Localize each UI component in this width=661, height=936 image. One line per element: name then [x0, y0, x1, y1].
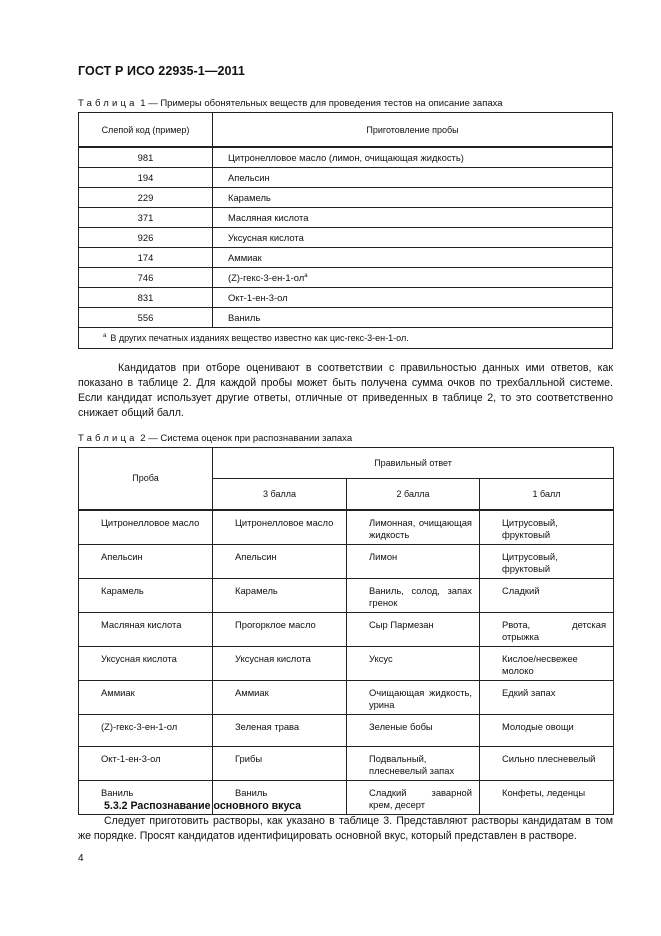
page-number: 4 [78, 853, 84, 864]
footnote-text: В других печатных изданиях вещество известно как цис-гекс-3-ен-1-ол. [110, 333, 409, 343]
sample-prep-text: Ваниль [228, 312, 261, 323]
score-1-cell: Конфеты, леденцы [480, 780, 614, 814]
table2-header-3: 3 балла [213, 479, 347, 510]
score-3-cell: Грибы [213, 746, 347, 780]
score-3-cell: Прогорклое масло [213, 612, 347, 646]
sample-prep-text: Апельсин [228, 172, 270, 183]
sample-prep-cell [213, 308, 613, 328]
table-row [79, 188, 613, 208]
table1 [78, 112, 613, 349]
sample-prep-text: Уксусная кислота [228, 232, 304, 243]
score-3-cell: Аммиак [213, 680, 347, 714]
table2-caption-text: 2 — Система оценок при распознавании запаха [140, 433, 353, 444]
table-row [79, 680, 614, 714]
score-3-cell: Зеленая трава [213, 714, 347, 746]
sample-cell: Аммиак [79, 680, 213, 714]
table1-body [79, 147, 613, 349]
score-2-cell: Зеленые бобы [347, 714, 480, 746]
blind-code-cell: 556 [79, 308, 213, 328]
score-3-cell: Ваниль [213, 780, 347, 814]
score-1-cell: Кислое/несвежее молоко [480, 646, 614, 680]
table-row [79, 308, 613, 328]
paragraph-taste [78, 814, 613, 844]
table-row [79, 612, 614, 646]
table-row [79, 746, 614, 780]
blind-code-cell: 174 [79, 248, 213, 268]
table2-header-sample: Проба [79, 448, 213, 510]
score-1-cell: Цитрусовый, фруктовый [480, 544, 614, 578]
sample-prep-cell [213, 147, 613, 168]
sample-cell: Цитронелловое масло [79, 510, 213, 545]
table2-caption [78, 433, 352, 444]
score-3-cell: Цитронелловое масло [213, 510, 347, 545]
sample-prep-cell [213, 168, 613, 188]
table1-caption-text: 1 — Примеры обонятельных веществ для проведения тестов на описание запаха [140, 98, 503, 109]
score-1-cell: Цитрусовый, фруктовый [480, 510, 614, 545]
sample-cell: Карамель [79, 578, 213, 612]
score-2-cell: Сыр Пармезан [347, 612, 480, 646]
score-2-cell: Лимон [347, 544, 480, 578]
table1-footnote [79, 328, 613, 349]
table-row [79, 714, 614, 746]
paragraph-taste-text: Следует приготовить растворы, как указано в таблице 3. Представляют растворы кандидатам в том же порядке. Просят кандидатов идентифицировать основной вкус, который представлен в растворе. [78, 815, 613, 842]
table-row [79, 228, 613, 248]
table-row [79, 544, 614, 578]
paragraph-scoring-text: Кандидатов при отборе оценивают в соответствии с правильностью данных ими ответов, как показано в таблице 2. Для каждой пробы может быть получена сумма очков по трехбалльной системе. Если кандидат использует другие ответы, отличные от приведенных в таблице 2, то это соответственно снижает общий балл. [78, 362, 613, 419]
table-row [79, 510, 614, 545]
blind-code-cell: 831 [79, 288, 213, 308]
table-row [79, 248, 613, 268]
blind-code-cell: 229 [79, 188, 213, 208]
sample-prep-text: (Z)-гекс-3-ен-1-ол [228, 272, 305, 283]
table-row [79, 147, 613, 168]
sample-cell: Уксусная кислота [79, 646, 213, 680]
table1-caption-word: Таблица [78, 98, 138, 109]
score-2-cell: Лимонная, очищающая жидкость [347, 510, 480, 545]
table-row [79, 578, 614, 612]
table-row [79, 168, 613, 188]
footnote-marker: а [103, 333, 107, 339]
score-2-cell: Уксус [347, 646, 480, 680]
sample-prep-cell [213, 288, 613, 308]
sample-cell: Масляная кислота [79, 612, 213, 646]
score-1-cell: Сладкий [480, 578, 614, 612]
sample-prep-cell [213, 268, 613, 288]
blind-code-cell: 926 [79, 228, 213, 248]
score-1-cell: Молодые овощи [480, 714, 614, 746]
section-heading: 5.3.2 Распознавание основного вкуса [104, 800, 302, 812]
footnote-marker: а [304, 272, 308, 279]
sample-prep-text: Аммиак [228, 252, 262, 263]
table2-header-correct: Правильный ответ [213, 448, 614, 479]
score-2-cell: Очищающая жидкость, урина [347, 680, 480, 714]
table1-header-prep: Приготовление пробы [213, 113, 613, 148]
sample-prep-cell [213, 188, 613, 208]
sample-prep-cell [213, 248, 613, 268]
table2-body [79, 510, 614, 815]
paragraph-scoring [78, 361, 613, 421]
score-2-cell: Сладкий заварной крем, десерт [347, 780, 480, 814]
score-2-cell: Ваниль, солод, запах гренок [347, 578, 480, 612]
sample-prep-cell [213, 228, 613, 248]
table-row [79, 268, 613, 288]
table1-header-row [79, 113, 613, 148]
table1-footnote-row [79, 328, 613, 349]
score-2-cell: Подвальный, плесневелый запах [347, 746, 480, 780]
score-1-cell: Сильно плесневелый [480, 746, 614, 780]
score-1-cell: Рвота, детская отрыжка [480, 612, 614, 646]
sample-prep-cell [213, 208, 613, 228]
table-row [79, 288, 613, 308]
sample-cell: (Z)-гекс-3-ен-1-ол [79, 714, 213, 746]
page-title: ГОСТ Р ИСО 22935-1—2011 [78, 64, 245, 78]
score-3-cell: Уксусная кислота [213, 646, 347, 680]
score-3-cell: Апельсин [213, 544, 347, 578]
table-row [79, 208, 613, 228]
table2-header-2: 2 балла [347, 479, 480, 510]
sample-prep-text: Масляная кислота [228, 212, 309, 223]
blind-code-cell: 194 [79, 168, 213, 188]
table-row [79, 646, 614, 680]
sample-cell: Апельсин [79, 544, 213, 578]
sample-cell: Ваниль [79, 780, 213, 814]
sample-prep-text: Окт-1-ен-3-ол [228, 292, 288, 303]
sample-prep-text: Цитронелловое масло (лимон, очищающая жидкость) [228, 152, 464, 163]
table1-header-code: Слепой код (пример) [79, 113, 213, 148]
table2 [78, 447, 614, 815]
table1-caption [78, 98, 503, 109]
table2-caption-word: Таблица [78, 433, 138, 444]
score-3-cell: Карамель [213, 578, 347, 612]
table2-header-1: 1 балл [480, 479, 614, 510]
blind-code-cell: 981 [79, 147, 213, 168]
score-1-cell: Едкий запах [480, 680, 614, 714]
sample-cell: Окт-1-ен-3-ол [79, 746, 213, 780]
sample-prep-text: Карамель [228, 192, 271, 203]
table2-header-row-1 [79, 448, 614, 479]
blind-code-cell: 746 [79, 268, 213, 288]
blind-code-cell: 371 [79, 208, 213, 228]
